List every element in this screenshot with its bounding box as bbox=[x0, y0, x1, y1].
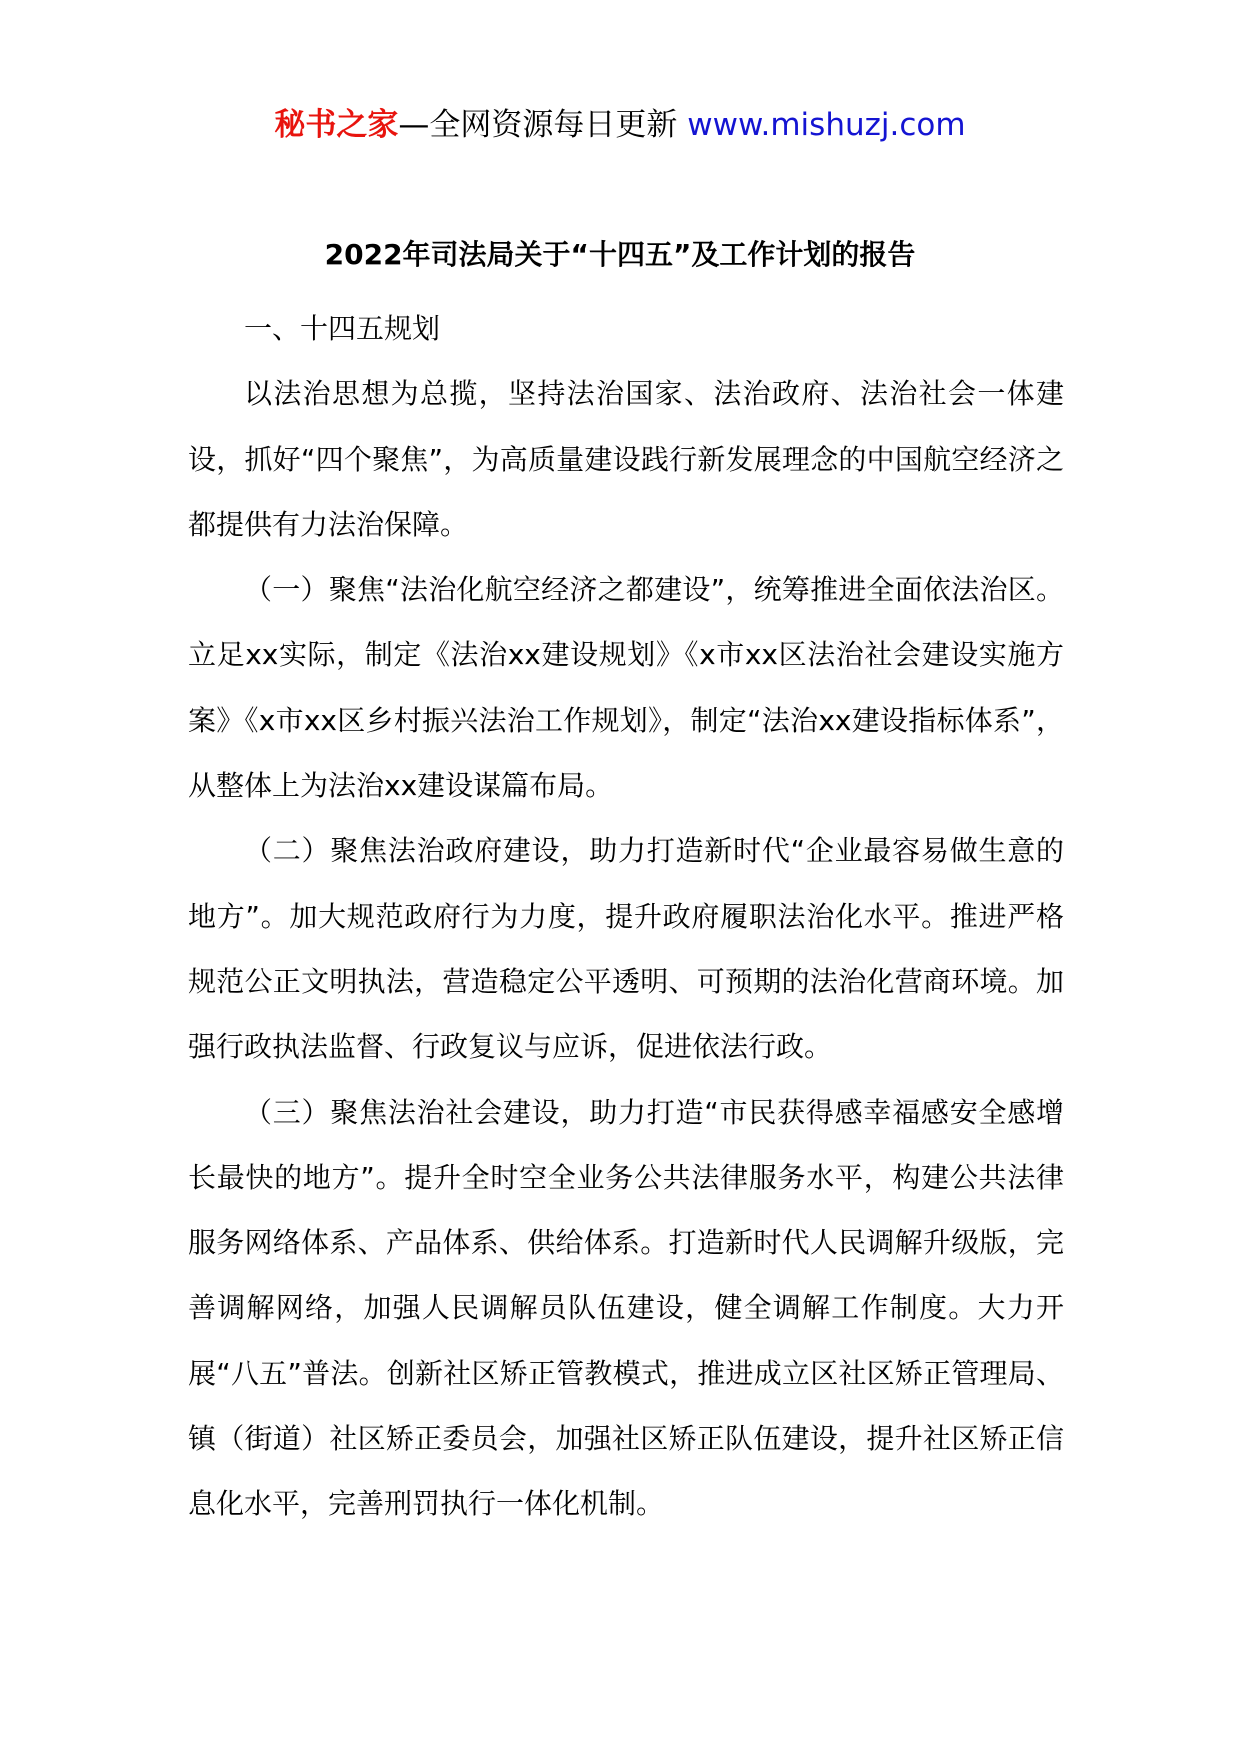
paragraph-intro: 以法治思想为总揽，坚持法治国家、法治政府、法治社会一体建设，抓好“四个聚焦”，为高质量建设践行新发展理念的中国航空经济之都提供有力法治保障。 bbox=[188, 377, 1064, 541]
paragraph-point-2: （二）聚焦法治政府建设，助力打造新时代“企业最容易做生意的地方”。加大规范政府行为力度，提升政府履职法治化水平。推进严格规范公正文明执法，营造稳定公平透明、可预期的法治化营商环境。加强行政执法监督、行政复议与应诉，促进依法行政。 bbox=[188, 834, 1064, 1064]
paragraph-point-1: （一）聚焦“法治化航空经济之都建设”，统筹推进全面依法治区。立足xx实际，制定《法治xx建设规划》《x市xx区法治社会建设实施方案》《x市xx区乡村振兴法治工作规划》，制定“法治xx建设指标体系”，从整体上为法治xx建设谋篇布局。 bbox=[188, 573, 1064, 803]
paragraph-point-3: （三）聚焦法治社会建设，助力打造“市民获得感幸福感安全感增长最快的地方”。提升全时空全业务公共法律服务水平，构建公共法律服务网络体系、产品体系、供给体系。打造新时代人民调解升级版，完善调解网络，加强人民调解员队伍建设，健全调解工作制度。大力开展“八五”普法。创新社区矫正管教模式，推进成立区社区矫正管理局、镇（街道）社区矫正委员会，加强社区矫正队伍建设，提升社区矫正信息化水平，完善刑罚执行一体化机制。 bbox=[188, 1095, 1064, 1521]
document-body bbox=[188, 296, 1064, 1537]
site-url-link[interactable]: www.mishuzj.com bbox=[687, 107, 966, 143]
site-tagline: 全网资源每日更新 bbox=[429, 107, 678, 143]
header-separator: — bbox=[398, 107, 430, 143]
document-title: 2022年司法局关于“十四五”及工作计划的报告 bbox=[324, 238, 916, 271]
site-header bbox=[0, 100, 1240, 150]
section-heading: 一、十四五规划 bbox=[244, 312, 441, 345]
site-brand: 秘书之家 bbox=[274, 107, 399, 143]
